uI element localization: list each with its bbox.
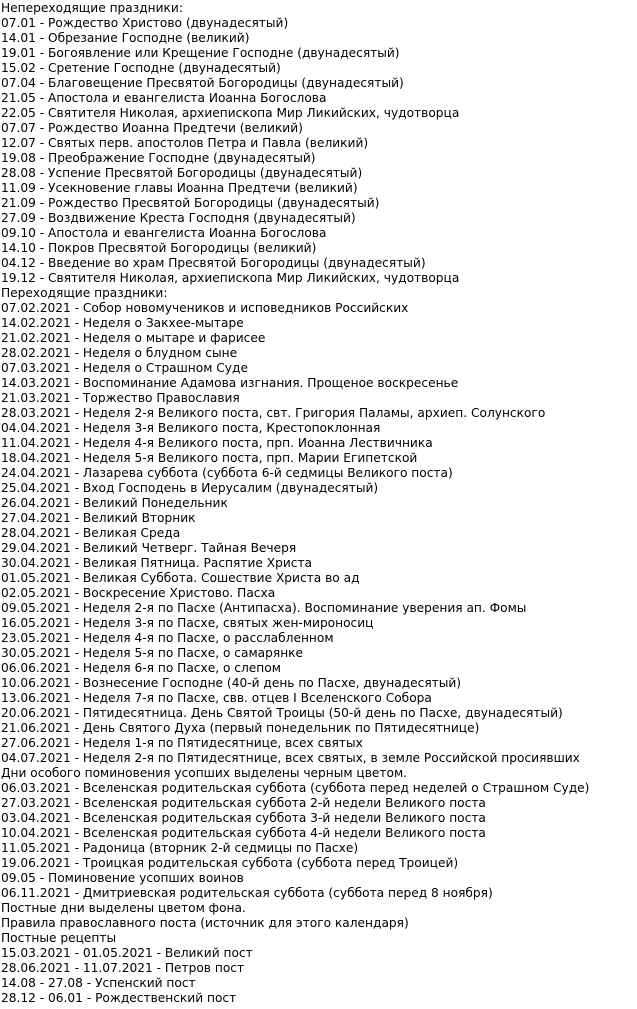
text-line: 27.03.2021 - Вселенская родительская суббота 2-й недели Великого поста [1,796,486,810]
text-line: 28.06.2021 - 11.07.2021 - Петров пост [1,961,245,975]
text-line: 25.04.2021 - Вход Господень в Иерусалим (двунадесятый) [1,481,379,495]
text-line: 21.09 - Рождество Пресвятой Богородицы (двунадесятый) [1,196,380,210]
text-line: 21.05 - Апостола и евангелиста Иоанна Богослова [1,91,327,105]
text-line: 30.05.2021 - Неделя 5-я по Пасхе, о самарянке [1,646,304,660]
text-line: 11.09 - Усекновение главы Иоанна Предтечи (великий) [1,181,358,195]
text-line: 04.07.2021 - Неделя 2-я по Пятидесятнице, всех святых, в земле Российской просиявших [1,751,580,765]
text-line: 21.03.2021 - Торжество Православия [1,391,240,405]
text-line: 09.10 - Апостола и евангелиста Иоанна Богослова [1,226,327,240]
text-line: 04.04.2021 - Неделя 3-я Великого поста, Крестопоклонная [1,421,381,435]
text-line: 28.12 - 06.01 - Рождественский пост [1,991,237,1005]
text-line: 10.06.2021 - Вознесение Господне (40-й день по Пасхе, двунадесятый) [1,676,462,690]
text-line: 24.04.2021 - Лазарева суббота (суббота 6-й седмицы Великого поста) [1,466,453,480]
text-line: 13.06.2021 - Неделя 7-я по Пасхе, свв. отцев I Вселенского Собора [1,691,432,705]
text-line: 01.05.2021 - Великая Суббота. Сошествие Христа во ад [1,571,360,585]
text-line: 26.04.2021 - Великий Понедельник [1,496,228,510]
text-line: 22.05 - Святителя Николая, архиепископа Мир Ликийских, чудотворца [1,106,460,120]
text-line: 07.04 - Благовещение Пресвятой Богородицы (двунадесятый) [1,76,404,90]
text-line: 28.03.2021 - Неделя 2-я Великого поста, свт. Григория Паламы, архиеп. Солунского [1,406,546,420]
text-line: 16.05.2021 - Неделя 3-я по Пасхе, святых жен-мироносиц [1,616,374,630]
text-line: 19.01 - Богоявление или Крещение Господне (двунадесятый) [1,46,400,60]
text-line: 11.04.2021 - Неделя 4-я Великого поста, прп. Иоанна Лествичника [1,436,433,450]
text-line: Непереходящие праздники: [1,1,183,15]
text-line: 14.01 - Обрезание Господне (великий) [1,31,250,45]
text-line: 19.06.2021 - Троицкая родительская суббота (суббота перед Троицей) [1,856,459,870]
text-line: 14.02.2021 - Неделя о Закхее-мытаре [1,316,244,330]
text-line: 11.05.2021 - Радоница (вторник 2-й седмицы по Пасхе) [1,841,359,855]
text-line: 28.04.2021 - Великая Среда [1,526,181,540]
text-line: 12.07 - Святых перв. апостолов Петра и Павла (великий) [1,136,369,150]
text-line: 07.02.2021 - Собор новомучеников и исповедников Российских [1,301,409,315]
text-line: Правила православного поста (источник для этого календаря) [1,916,409,930]
text-line: Постные дни выделены цветом фона. [1,901,246,915]
text-line: 27.09 - Воздвижение Креста Господня (двунадесятый) [1,211,356,225]
text-line: 29.04.2021 - Великий Четверг. Тайная Вечеря [1,541,297,555]
text-line: 02.05.2021 - Воскресение Христово. Пасха [1,586,276,600]
text-line: 21.06.2021 - День Святого Духа (первый понедельник по Пятидесятнице) [1,721,480,735]
text-line: 30.04.2021 - Великая Пятница. Распятие Христа [1,556,313,570]
text-line: 14.03.2021 - Воспоминание Адамова изгнания. Прощеное воскресенье [1,376,459,390]
text-line: 06.11.2021 - Дмитриевская родительская суббота (суббота перед 8 ноября) [1,886,493,900]
text-line: 04.12 - Введение во храм Пресвятой Богородицы (двунадесятый) [1,256,426,270]
text-line: 19.12 - Святителя Николая, архиепископа Мир Ликийских, чудотворца [1,271,460,285]
text-line: 15.03.2021 - 01.05.2021 - Великий пост [1,946,253,960]
text-line: 10.04.2021 - Вселенская родительская суббота 4-й недели Великого поста [1,826,486,840]
text-line: 15.02 - Сретение Господне (двунадесятый) [1,61,281,75]
text-line: 06.03.2021 - Вселенская родительская суббота (суббота перед неделей о Страшном Суде) [1,781,590,795]
text-line: Дни особого поминовения усопших выделены черным цветом. [1,766,408,780]
text-line: 07.03.2021 - Неделя о Страшном Суде [1,361,248,375]
text-line: Постные рецепты [1,931,117,945]
text-line: 09.05.2021 - Неделя 2-я по Пасхе (Антипасха). Воспоминание уверения ап. Фомы [1,601,527,615]
text-line: 14.08 - 27.08 - Успенский пост [1,976,196,990]
text-line: 09.05 - Поминовение усопших воинов [1,871,244,885]
text-line: 07.07 - Рождество Иоанна Предтечи (великий) [1,121,303,135]
text-line: 18.04.2021 - Неделя 5-я Великого поста, прп. Марии Египетской [1,451,418,465]
text-line: 28.08 - Успение Пресвятой Богородицы (двунадесятый) [1,166,363,180]
text-line: 21.02.2021 - Неделя о мытаре и фарисее [1,331,266,345]
text-line: 14.10 - Покров Пресвятой Богородицы (великий) [1,241,317,255]
text-line: 20.06.2021 - Пятидесятница. День Святой Троицы (50-й день по Пасхе, двунадесятый) [1,706,563,720]
text-line: 27.06.2021 - Неделя 1-я по Пятидесятнице, всех святых [1,736,363,750]
text-line: 27.04.2021 - Великий Вторник [1,511,196,525]
text-line: 19.08 - Преображение Господне (двунадесятый) [1,151,316,165]
text-line: Переходящие праздники: [1,286,168,300]
text-line: 23.05.2021 - Неделя 4-я по Пасхе, о расслабленном [1,631,334,645]
text-line: 06.06.2021 - Неделя 6-я по Пасхе, о слепом [1,661,281,675]
text-line: 07.01 - Рождество Христово (двунадесятый) [1,16,289,30]
text-line: 03.04.2021 - Вселенская родительская суббота 3-й недели Великого поста [1,811,486,825]
text-line: 28.02.2021 - Неделя о блудном сыне [1,346,238,360]
